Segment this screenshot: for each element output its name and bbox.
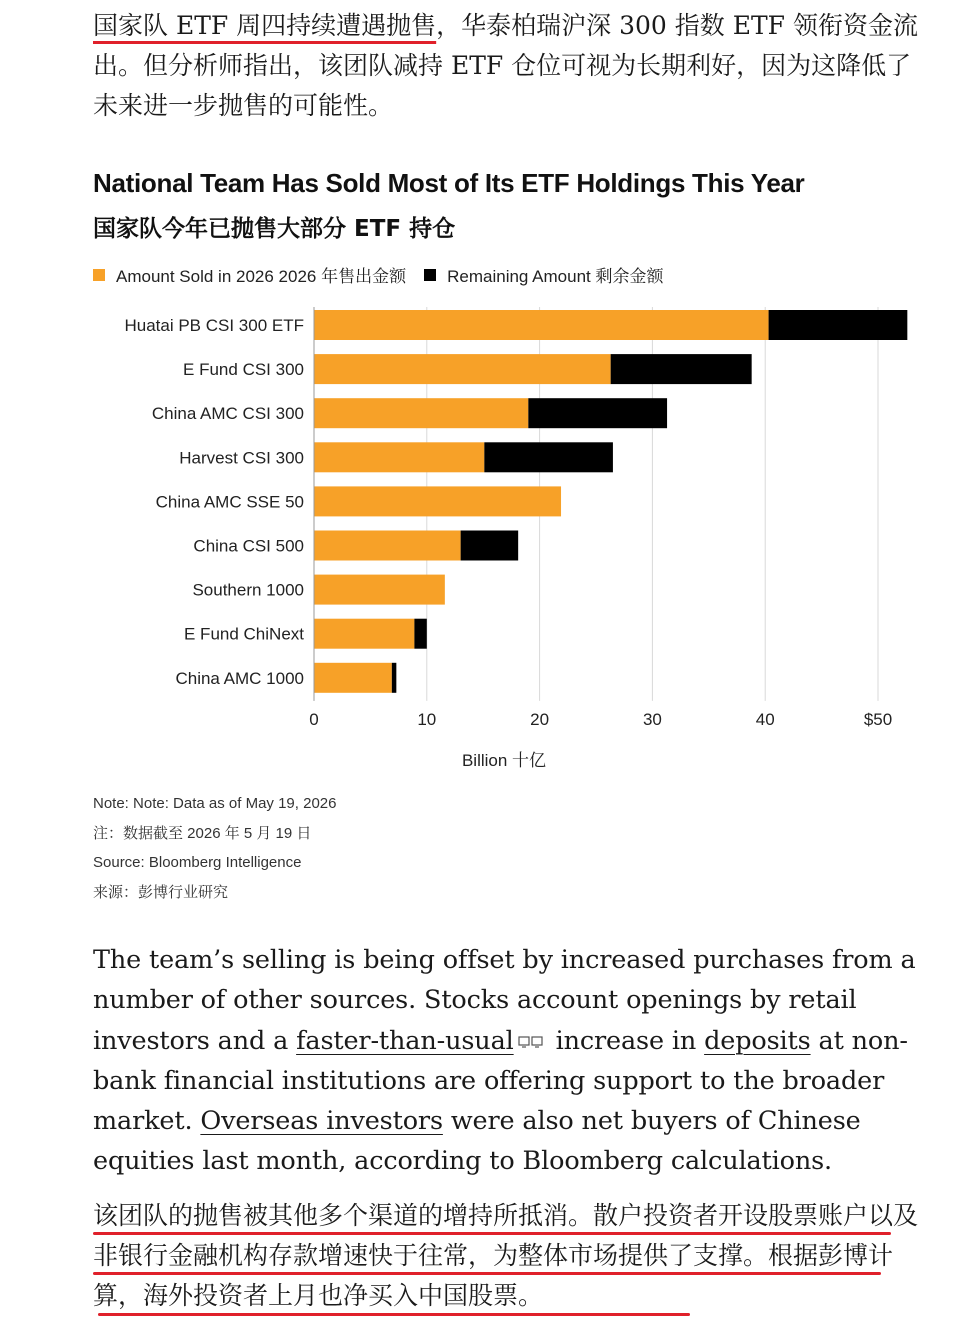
link-deposits[interactable]: deposits [704, 1025, 811, 1056]
body-text-1: The team’s selling is being offset by increased purchases from a number of other sources. Stocks account openings by retail investors and a [93, 945, 916, 1056]
bar-sold [314, 575, 445, 605]
x-tick-label: 40 [755, 709, 775, 729]
x-tick-label: 20 [530, 709, 550, 729]
bar-remaining [484, 442, 613, 472]
terminal-link-icon[interactable] [518, 1035, 544, 1049]
category-label: Harvest CSI 300 [179, 448, 304, 468]
category-label: E Fund CSI 300 [183, 360, 304, 380]
note-zh: 注：数据截至 2026 年 5 月 19 日 [93, 824, 312, 842]
bar-remaining [461, 531, 519, 561]
bar-sold [314, 398, 528, 428]
red-underline-3 [98, 1313, 690, 1316]
category-label: Southern 1000 [192, 580, 304, 600]
red-underline-2 [93, 1272, 881, 1275]
chart-title: National Team Has Sold Most of Its ETF Holdings This Year [93, 168, 805, 198]
legend-label-remaining: Remaining Amount 剩余金额 [447, 267, 664, 286]
body-text-2: increase in [547, 1025, 705, 1056]
chart-subtitle: 国家队今年已抛售大部分 ETF 持仓 [93, 216, 456, 242]
chart-legend [93, 262, 663, 287]
x-tick-label: 30 [642, 709, 662, 729]
bar-sold [314, 663, 392, 693]
x-tick-label: 10 [417, 709, 437, 729]
note-en: Note: Note: Data as of May 19, 2026 [93, 795, 337, 812]
bar-chart [0, 295, 966, 735]
x-tick-label: 0 [309, 709, 319, 729]
link-overseas-investors[interactable]: Overseas investors [200, 1106, 443, 1137]
legend-label-sold: Amount Sold in 2026 2026 年售出金额 [116, 267, 407, 286]
intro-rest-zh: ，华泰柏瑞沪深 300 指数 ETF 领衔资金流出。但分析师指出，该团队减持 ETF 仓位可视为长期利好，因为这降低了未来进一步抛售的可能性。 [93, 11, 918, 120]
bar-remaining [528, 398, 667, 428]
category-label: E Fund ChiNext [184, 624, 304, 644]
intro-highlight-zh: 国家队 ETF 周四持续遭遇抛售 [93, 11, 437, 40]
source-en: Source: Bloomberg Intelligence [93, 854, 302, 871]
source-zh: 来源：彭博行业研究 [93, 883, 229, 901]
body-text-3: at non-bank financial institutions are offering support to the broader market. [93, 1025, 908, 1137]
chart-notes [93, 789, 336, 907]
bar-sold [314, 619, 414, 649]
bar-sold [314, 486, 561, 516]
bar-sold [314, 354, 611, 384]
legend-swatch-remaining [424, 269, 436, 281]
category-label: China CSI 500 [193, 536, 304, 556]
link-faster-than-usual[interactable]: faster-than-usual [296, 1025, 514, 1056]
intro-paragraph-zh [93, 6, 923, 126]
category-label: China AMC SSE 50 [155, 492, 304, 512]
body-paragraph-en [93, 940, 933, 1182]
category-label: Huatai PB CSI 300 ETF [124, 316, 304, 335]
bar-remaining [611, 354, 752, 384]
body-paragraph-zh: 该团队的抛售被其他多个渠道的增持所抵消。散户投资者开设股票账户以及非银行金融机构存款增速快于往常，为整体市场提供了支撑。根据彭博计算，海外投资者上月也净买入中国股票。 [93, 1201, 919, 1310]
category-label: China AMC CSI 300 [151, 404, 304, 424]
legend-swatch-sold [93, 269, 105, 281]
red-underline-1 [93, 1232, 891, 1235]
bar-remaining [769, 310, 908, 340]
x-tick-label: $50 [863, 709, 893, 729]
bar-sold [314, 310, 769, 340]
x-axis-label: Billion 十亿 [461, 751, 547, 770]
body-text-4: were also net buyers of Chinese equities last month, according to Bloomberg calculations. [93, 1106, 861, 1177]
bar-remaining [392, 663, 397, 693]
bar-remaining [414, 619, 426, 649]
category-label: China AMC 1000 [175, 668, 304, 688]
bar-sold [314, 442, 484, 472]
bar-sold [314, 531, 461, 561]
